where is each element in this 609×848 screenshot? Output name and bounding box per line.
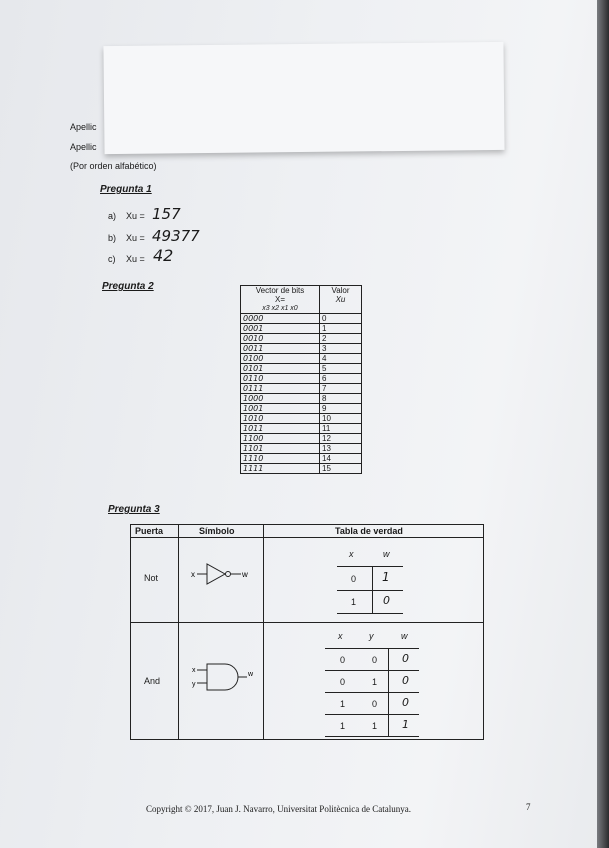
bits-table-row [241,374,362,384]
not-gate-symbol-icon [191,561,255,587]
apellidos-label-1: Apellic [70,122,97,132]
row-divider [131,622,483,623]
bits-cell: 1110 [241,454,320,464]
not-gate-name: Not [144,573,159,583]
value-header-sub: Xu [335,295,346,304]
truth-table-rule [325,692,419,693]
and-gate-name: And [144,676,161,686]
value-cell: 3 [320,344,362,354]
bits-table-row [241,344,362,354]
bits-table [240,285,362,474]
value-header-title: Valor [331,286,350,295]
gates-table [130,524,484,740]
bits-table-row [241,384,362,394]
handwritten-answer: 157 [152,205,181,223]
value-cell: 8 [320,394,362,404]
not-row0-x: 0 [351,574,357,584]
bits-cell: 0010 [241,334,320,344]
bits-cell: 1101 [241,444,320,454]
bits-header-title: Vector de bits [255,286,305,295]
name-cover-sticker [103,42,504,154]
gates-table-header [131,525,483,538]
item-prefix: Xu = [126,233,145,243]
bits-cell: 0111 [241,384,320,394]
not-input-label: x [191,570,195,579]
and-header-x: x [338,631,343,641]
bits-table-row [241,354,362,364]
truth-table-rule [337,590,403,591]
pregunta3-title: Pregunta 3 [108,504,160,515]
col-tabla-header: Tabla de verdad [335,526,403,536]
bits-table-row [241,454,362,464]
bits-table-row [241,464,362,474]
bits-table-row [241,434,362,444]
handwritten-answer: 49377 [152,227,200,245]
truth-table-rule [325,736,419,737]
bits-table-row [241,314,362,324]
bits-table-row [241,364,362,374]
background-edge [597,0,609,848]
col-puerta-header: Puerta [135,526,164,536]
column-divider [263,525,264,739]
and-gate-symbol-icon [191,661,261,693]
and-row0-y: 0 [372,655,378,665]
and-row2-w: 0 [402,696,409,709]
bits-table-row [241,414,362,424]
value-cell: 12 [320,434,362,444]
and-row2-y: 0 [372,699,378,709]
value-cell: 9 [320,404,362,414]
bits-header-vars: x3 x2 x1 x0 [262,305,298,312]
value-cell: 4 [320,354,362,364]
footer-copyright: Copyright © 2017, Juan J. Navarro, Universitat Politècnica de Catalunya. [146,804,412,814]
bits-cell: 1000 [241,394,320,404]
pregunta2-title: Pregunta 2 [102,281,154,292]
apellidos-label-2: Apellic [70,142,97,152]
and-row1-y: 1 [372,677,378,687]
bits-cell: 1010 [241,414,320,424]
and-row3-x: 1 [340,721,346,731]
not-row0-w: 1 [382,570,390,584]
value-cell: 6 [320,374,362,384]
value-cell: 15 [320,464,362,474]
value-cell: 2 [320,334,362,344]
and-row0-x: 0 [340,655,346,665]
not-header-x: x [349,549,354,559]
and-row1-w: 0 [402,674,409,687]
bits-table-body [241,314,362,474]
value-cell: 0 [320,314,362,324]
col-simbolo-header: Símbolo [199,526,235,536]
bits-table-row [241,404,362,414]
and-row3-y: 1 [372,721,378,731]
handwritten-answer: 42 [153,246,174,265]
bits-cell: 1100 [241,434,320,444]
truth-table-rule [337,613,403,614]
and-row0-w: 0 [402,652,409,665]
and-input2-label: y [192,681,196,688]
item-prefix: Xu = [126,254,145,264]
not-row1-w: 0 [383,594,390,607]
and-row2-x: 1 [340,699,346,709]
value-header [320,286,362,314]
item-label: b) [108,233,117,243]
bits-table-row [241,444,362,454]
bits-table-row [241,324,362,334]
order-note: (Por orden alfabético) [70,161,157,171]
bits-table-row [241,334,362,344]
truth-table-rule [388,648,389,736]
and-header-y: y [369,631,374,641]
and-row1-x: 0 [340,677,346,687]
bits-cell: 0000 [241,314,320,324]
bits-table-row [241,424,362,434]
value-cell: 5 [320,364,362,374]
pregunta1-title: Pregunta 1 [100,184,152,195]
column-divider [178,525,179,739]
item-label: a) [108,211,117,221]
value-cell: 10 [320,414,362,424]
truth-table-rule [325,714,419,715]
and-row3-w: 1 [402,718,409,731]
value-cell: 7 [320,384,362,394]
item-label: c) [108,254,116,264]
not-output-label: w [242,570,248,579]
bits-cell: 1011 [241,424,320,434]
value-cell: 14 [320,454,362,464]
truth-table-rule [337,566,403,567]
bits-cell: 0001 [241,324,320,334]
and-header-w: w [401,631,408,641]
bits-cell: 0110 [241,374,320,384]
value-cell: 1 [320,324,362,334]
and-output-label: w [248,671,254,678]
bits-cell: 0011 [241,344,320,354]
bits-cell: 0101 [241,364,320,374]
truth-table-rule [325,670,419,671]
bits-header-sub: X= [274,295,285,304]
truth-table-rule [325,648,419,649]
page-number: 7 [526,802,531,812]
value-cell: 11 [320,424,362,434]
bits-cell: 0100 [241,354,320,364]
not-header-w: w [383,549,390,559]
bits-header [241,286,320,314]
bits-table-row [241,394,362,404]
and-input1-label: x [192,667,196,674]
not-row1-x: 1 [351,597,357,607]
bits-cell: 1111 [241,464,320,474]
bits-cell: 1001 [241,404,320,414]
value-cell: 13 [320,444,362,454]
item-prefix: Xu = [126,211,145,221]
